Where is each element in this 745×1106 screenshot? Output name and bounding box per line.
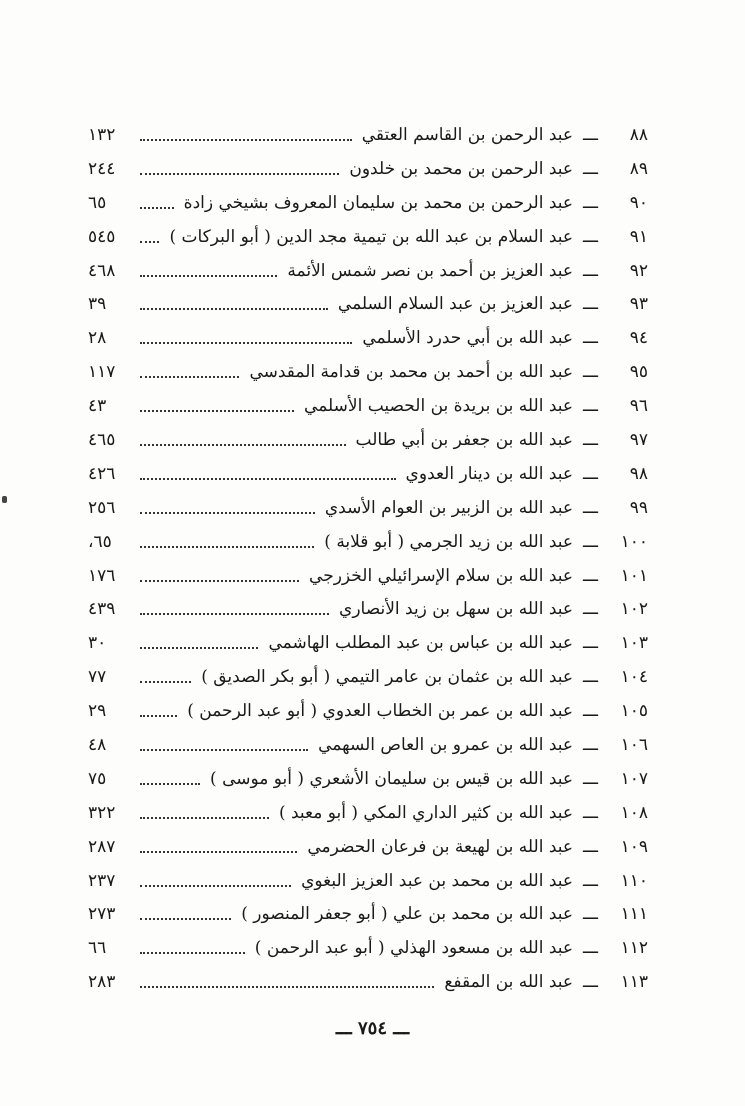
entry-number: ٩٢ [629,260,648,281]
entry-number: ٩٣ [629,294,648,315]
entry-name: عبد الله بن أبي حدرد الأسلمي [362,328,574,349]
page-number: ـــ ٧٥٤ ـــ [335,1018,410,1039]
entry-dash: ـــ [583,396,598,417]
dot-leader [140,275,277,277]
entry-page-number: ٢٨ [88,328,107,349]
entry-dash: ـــ [583,802,598,823]
index-entry [88,525,648,559]
index-entry [88,457,648,491]
entry-name: عبد الله بن عباس بن عبد المطلب الهاشمي [268,633,574,654]
entry-page-number: ٤٦٥ [88,429,116,450]
entry-name: عبد الله بن كثير الداري المكي ( أبو معبد ) [278,802,574,823]
entry-number: ٩٦ [629,396,648,417]
dot-leader [140,512,315,514]
index-entry [88,254,648,288]
index-entry [88,965,648,999]
entry-page-number: ٥٤٥ [88,226,116,247]
entry-number: ٩٧ [629,429,648,450]
margin-mark [2,496,7,503]
entry-number: ٩٠ [629,192,648,213]
entry-page-number: ٢٩ [88,701,107,722]
entry-dash: ـــ [583,667,598,688]
index-entry [88,796,648,830]
entry-name: عبد الله بن محمد بن عبد العزيز البغوي [301,870,574,891]
entry-dash: ـــ [583,565,598,586]
dot-leader [140,986,434,988]
entry-number: ٩٥ [629,362,648,383]
index-entry [88,423,648,457]
index-entry [88,660,648,694]
entry-page-number: ٤٦٨ [88,260,116,281]
dot-leader [140,647,258,649]
entry-name: عبد الله بن عثمان بن عامر التيمي ( أبو بكر الصديق ) [201,667,574,688]
entry-name: عبد الله بن جعفر بن أبي طالب [355,429,574,450]
entry-dash: ـــ [583,362,598,383]
entry-dash: ـــ [583,768,598,789]
dot-leader [140,478,396,480]
entry-number: ١٠٩ [620,836,648,857]
dot-leader [140,885,291,887]
entry-dash: ـــ [583,294,598,315]
entry-dash: ـــ [583,328,598,349]
index-entry [88,491,648,525]
entry-page-number: ٢٧٣ [88,904,116,925]
entry-name: عبد الله بن سلام الإسرائيلي الخزرجي [309,565,574,586]
entry-page-number: ٣٢٢ [88,802,116,823]
index-entry [88,186,648,220]
entry-number: ٩٨ [629,463,648,484]
dot-leader [140,241,159,243]
entry-name: عبد العزيز بن عبد السلام السلمي [337,294,574,315]
entry-dash: ـــ [583,870,598,891]
entry-page-number: ١٧٦ [88,565,116,586]
entry-page-number: ٤٣٩ [88,599,116,620]
dot-leader [140,783,200,785]
entry-dash: ـــ [583,904,598,925]
entry-number: ١٠٤ [620,667,648,688]
entry-name: عبد الله بن قيس بن سليمان الأشعري ( أبو موسى ) [210,768,574,789]
entry-name: عبد الله بن عمر بن الخطاب العدوي ( أبو عبد الرحمن ) [187,701,574,722]
entry-name: عبد الله بن زيد الجرمي ( أبو قلابة ) [324,531,574,552]
dot-leader [140,681,191,683]
entry-name: عبد الرحمن بن محمد بن سليمان المعروف بشيخي زادة [183,192,574,213]
dot-leader [140,918,231,920]
entry-name: عبد الله بن أحمد بن محمد بن قدامة المقدسي [249,362,574,383]
entry-name: عبد الله بن دينار العدوي [405,463,574,484]
dot-leader [140,749,308,751]
entry-page-number: ٢٨٣ [88,972,116,993]
index-entry [88,864,648,898]
entry-number: ١٠٠ [620,531,648,552]
entry-name: عبد الله بن الزبير بن العوام الأسدي [324,497,574,518]
entry-number: ٩٩ [629,497,648,518]
entry-page-number: ١١٧ [88,362,116,383]
index-entry [88,321,648,355]
entry-number: ١٠٧ [620,768,648,789]
entry-number: ١٠٥ [620,701,648,722]
entry-name: عبد الله بن سهل بن زيد الأنصاري [339,599,574,620]
entry-page-number: ٦٥ [88,192,107,213]
index-entry [88,694,648,728]
entry-page-number: ٤٨ [88,734,107,755]
dot-leader [140,952,245,954]
entry-dash: ـــ [583,972,598,993]
index-entry [88,220,648,254]
index-entry [88,287,648,321]
entry-name: عبد الله بن المقفع [444,972,574,993]
entry-dash: ـــ [583,836,598,857]
index-entry [88,931,648,965]
entry-page-number: ٢٥٦ [88,497,116,518]
entry-number: ١٠٨ [620,802,648,823]
entry-dash: ـــ [583,599,598,620]
entry-dash: ـــ [583,633,598,654]
entry-name: عبد العزيز بن أحمد بن نصر شمس الأئمة [287,260,574,281]
index-entry [88,355,648,389]
entry-dash: ـــ [583,192,598,213]
entry-page-number: ٣٠ [88,633,107,654]
index-entry [88,728,648,762]
dot-leader [140,410,294,412]
entry-page-number: ٢٣٧ [88,870,116,891]
entry-name: عبد السلام بن عبد الله بن تيمية مجد الدين ( أبو البركات ) [169,226,574,247]
index-entry [88,152,648,186]
dot-leader [140,308,328,310]
entry-name: عبد الله بن محمد بن علي ( أبو جعفر المنصور ) [241,904,574,925]
entry-name: عبد الله بن عمرو بن العاص السهمي [318,734,574,755]
entry-dash: ـــ [583,734,598,755]
index-entry [88,762,648,796]
entry-number: ٩١ [629,226,648,247]
dot-leader [140,851,297,853]
dot-leader [140,139,352,141]
index-entry [88,897,648,931]
entry-number: ١٠١ [620,565,648,586]
entry-page-number: ٧٧ [88,667,107,688]
entry-number: ٨٩ [629,158,648,179]
entry-name: عبد الله بن بريدة بن الحصيب الأسلمي [304,396,574,417]
entry-number: ٩٤ [629,328,648,349]
entry-name: عبد الرحمن بن محمد بن خلدون [349,158,574,179]
entry-dash: ـــ [583,260,598,281]
entry-page-number: ٤٢٦ [88,463,116,484]
dot-leader [140,613,329,615]
entry-page-number: ٦٦ [88,938,107,959]
index-entry [88,389,648,423]
entry-name: عبد الرحمن بن القاسم العتقي [361,124,574,145]
entry-number: ٨٨ [629,124,648,145]
entry-page-number: ١٣٢ [88,124,116,145]
entry-dash: ـــ [583,124,598,145]
entry-dash: ـــ [583,701,598,722]
dot-leader [140,817,269,819]
dot-leader [140,376,239,378]
entry-number: ١٠٦ [620,734,648,755]
entry-page-number: ٢٨٧ [88,836,116,857]
entry-name: عبد الله بن لهيعة بن فرعان الحضرمي [307,836,574,857]
index-entry [88,118,648,152]
index-entry [88,626,648,660]
biography-index-list [88,118,648,999]
dot-leader [140,173,339,175]
entry-page-number: ٢٤٤ [88,158,116,179]
index-entry [88,830,648,864]
entry-dash: ـــ [583,531,598,552]
entry-name: عبد الله بن مسعود الهذلي ( أبو عبد الرحمن ) [254,938,574,959]
entry-dash: ـــ [583,463,598,484]
entry-number: ١١٣ [620,972,648,993]
entry-number: ١١٢ [620,938,648,959]
dot-leader [140,444,346,446]
entry-dash: ـــ [583,497,598,518]
index-entry [88,559,648,593]
index-entry [88,592,648,626]
dot-leader [140,580,299,582]
entry-page-number: ٦٥، [88,531,112,552]
entry-number: ١١٠ [620,870,648,891]
entry-dash: ـــ [583,938,598,959]
entry-number: ١١١ [620,904,648,925]
dot-leader [140,342,352,344]
dot-leader [140,546,314,548]
entry-page-number: ٣٩ [88,294,107,315]
entry-dash: ـــ [583,226,598,247]
entry-page-number: ٧٥ [88,768,107,789]
entry-number: ١٠٣ [620,633,648,654]
entry-dash: ـــ [583,158,598,179]
dot-leader [140,207,174,209]
entry-dash: ـــ [583,429,598,450]
entry-number: ١٠٢ [620,599,648,620]
dot-leader [140,715,177,717]
entry-page-number: ٤٣ [88,396,107,417]
